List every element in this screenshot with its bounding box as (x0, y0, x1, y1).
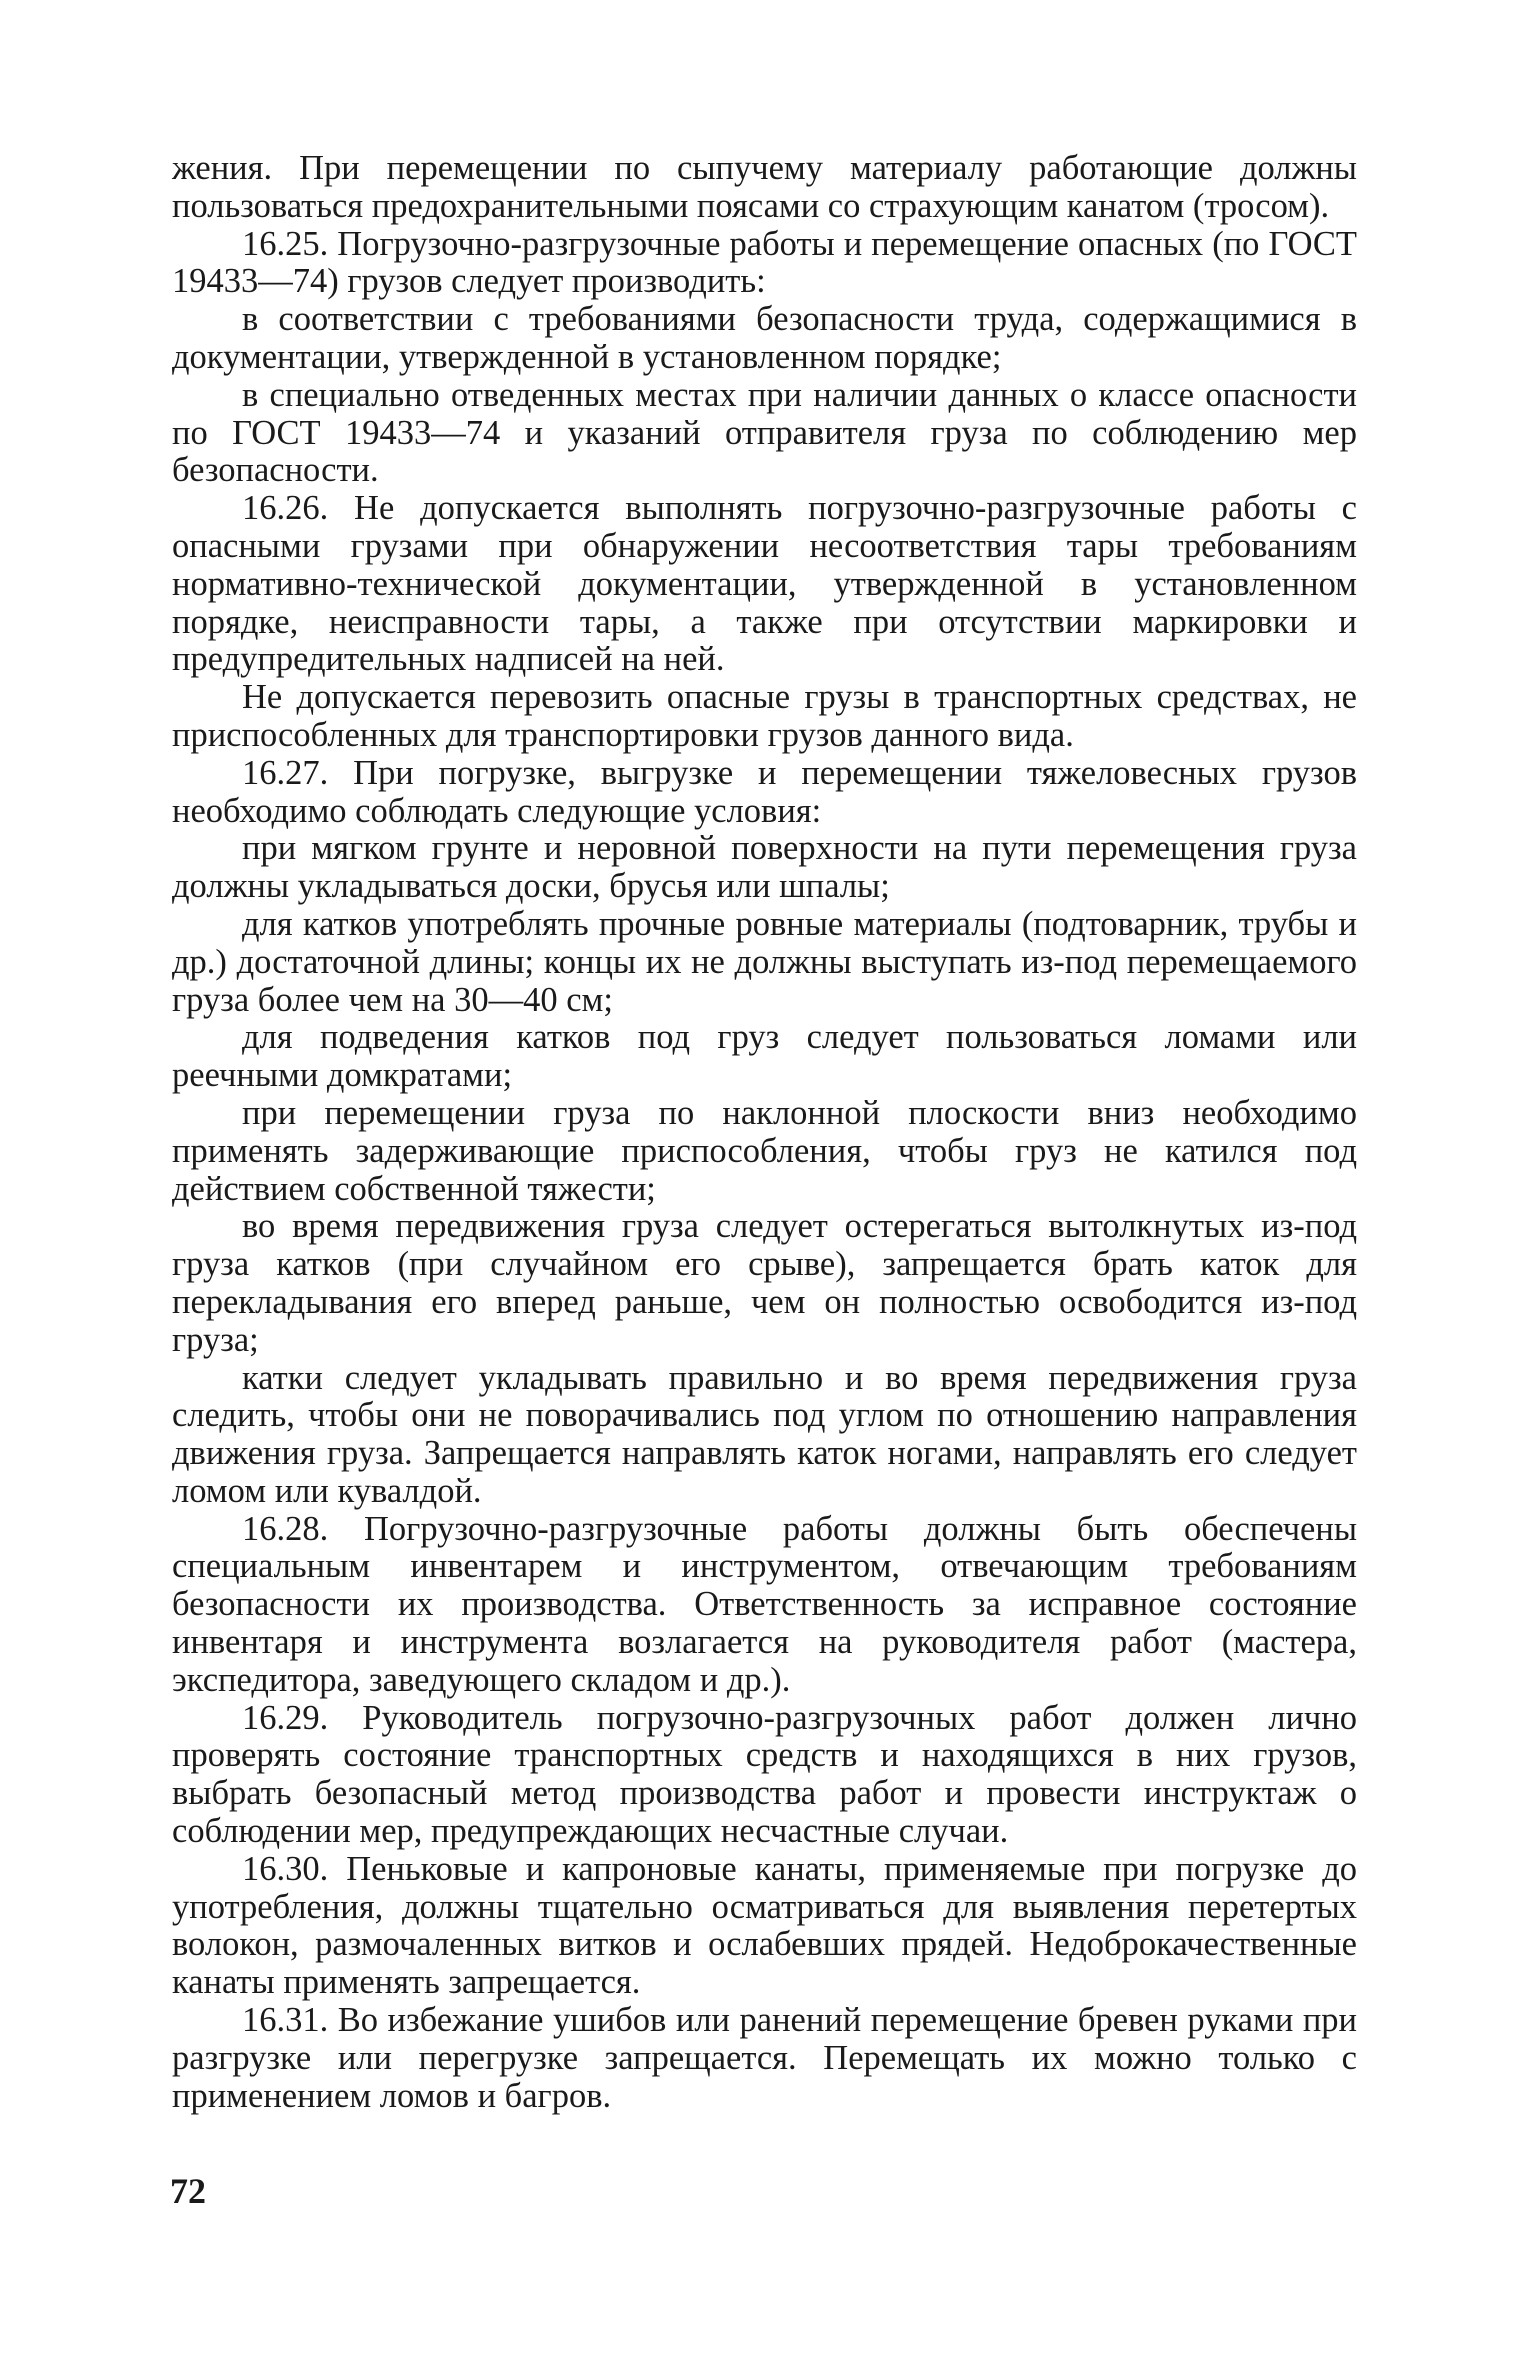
paragraph: в специально отведенных местах при наличии данных о классе опасности по ГОСТ 19433—74 и указаний отправителя груза по соблюдению мер безопасности. (172, 375, 1357, 490)
paragraph: 16.27. При погрузке, выгрузке и перемещении тяжеловесных грузов необходимо соблюдать следующие условия: (172, 753, 1357, 830)
paragraph: Не допускается перевозить опасные грузы в транспортных средствах, не приспособленных для транспортировки грузов данного вида. (172, 678, 1357, 754)
paragraph: 16.26. Не допускается выполнять погрузочно-разгрузочные работы с опасными грузами при обнаружении несоответствия тары требованиям нормативно-технической документации, утвержденной в установленном порядке, неисправности тары, а также при отсутствии маркировки и предупредительных надписей на ней. (172, 489, 1357, 679)
paragraph: 16.28. Погрузочно-разгрузочные работы должны быть обеспечены специальным инвентарем и инструментом, отвечающим требованиям безопасности их производства. Ответственность за исправное состояние инвентаря и инструмента возлагается на руководителя работ (мастера, экспедитора, заведующего складом и др.). (172, 1509, 1357, 1699)
paragraph: для катков употреблять прочные ровные материалы (подтоварник, трубы и др.) достаточной длины; концы их не должны выступать из-под перемещаемого груза более чем на 30—40 см; (172, 904, 1357, 1019)
paragraph: при мягком грунте и неровной поверхности на пути перемещения груза должны укладываться доски, брусья или шпалы; (172, 829, 1357, 906)
paragraph: жения. При перемещении по сыпучему материалу работающие должны пользоваться предохранительными поясами со страхующим канатом (тросом). (172, 149, 1357, 225)
paragraph: 16.31. Во избежание ушибов или ранений перемещение бревен руками при разгрузке или перегрузке запрещается. Перемещать их можно только с применением ломов и багров. (172, 2001, 1357, 2115)
paragraph: при перемещении груза по наклонной плоскости вниз необходимо применять задерживающие приспособления, чтобы груз не катился под действием собственной тяжести; (172, 1093, 1357, 1208)
document-body (172, 150, 1357, 2115)
paragraph: 16.29. Руководитель погрузочно-разгрузочных работ должен лично проверять состояние транспортных средств и находящихся в них грузов, выбрать безопасный метод производства работ и провести инструктаж о соблюдении мер, предупреждающих несчастные случаи. (172, 1698, 1357, 1851)
paragraph: 16.25. Погрузочно-разгрузочные работы и перемещение опасных (по ГОСТ 19433—74) грузов следует производить: (172, 224, 1357, 301)
paragraph: для подведения катков под груз следует пользоваться ломами или реечными домкратами; (172, 1018, 1357, 1095)
paragraph: во время передвижения груза следует остерегаться вытолкнутых из-под груза катков (при случайном его срыве), запрещается брать каток для перекладывания его вперед раньше, чем он полностью освободится из-под груза; (172, 1207, 1357, 1359)
paragraph: в соответствии с требованиями безопасности труда, содержащимися в документации, утвержденной в установленном порядке; (172, 300, 1357, 376)
paragraph: 16.30. Пеньковые и капроновые канаты, применяемые при погрузке до употребления, должны тщательно осматриваться для выявления перетертых волокон, размочаленных витков и ослабевших прядей. Недоброкачественные канаты применять запрещается. (172, 1849, 1357, 2002)
paragraph: катки следует укладывать правильно и во время передвижения груза следить, чтобы они не поворачивались под углом по отношению направления движения груза. Запрещается направлять каток ногами, направлять его следует ломом или кувалдой. (172, 1358, 1357, 1510)
page-number: 72 (170, 2171, 206, 2211)
